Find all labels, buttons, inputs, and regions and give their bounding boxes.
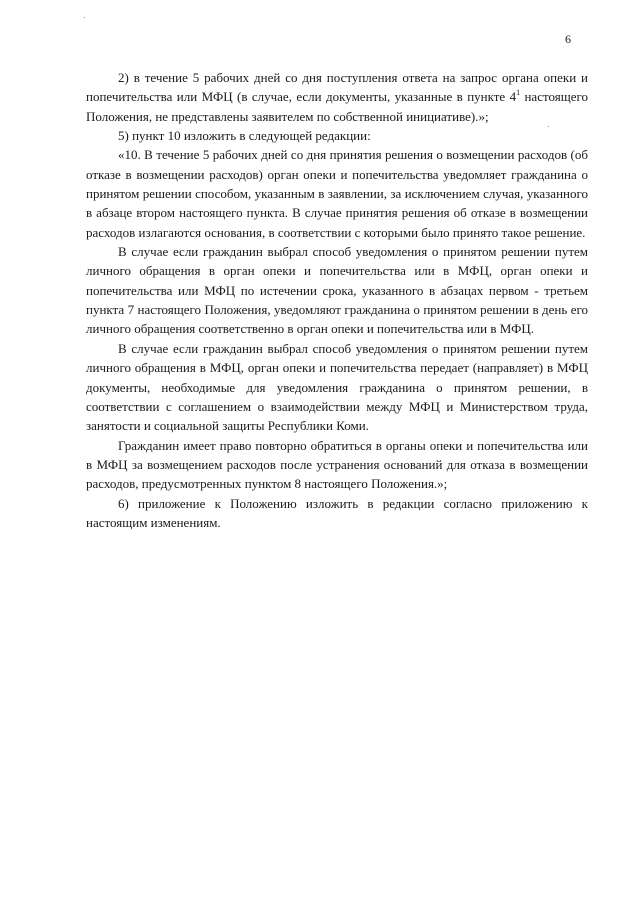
paragraph-mfc-visit: В случае если гражданин выбрал способ уведомления о принятом решении путем личного обращения в МФЦ, орган опеки и попечительства передает (направляет) в МФЦ документы, необходимые для уведомления гражданина о принятом решении, в соответствии с соглашением о взаимодействии между МФЦ и Министерством труда, занятости и социальной защиты Республики Коми. — [86, 340, 588, 434]
paragraph-reapply: Гражданин имеет право повторно обратиться в органы опеки и попечительства или в МФЦ за возмещением расходов после устранения оснований для отказа в возмещении расходов, предусмотренных пунктом 8 настоящего Положения.»; — [86, 437, 588, 492]
scan-speck — [84, 17, 85, 18]
paragraph-item-2 — [86, 68, 588, 126]
document-body — [86, 68, 588, 532]
paragraph-item-6: 6) приложение к Положению изложить в редакции согласно приложению к настоящим изменениям. — [86, 495, 588, 530]
paragraph-personal-visit: В случае если гражданин выбрал способ уведомления о принятом решении путем личного обращения в орган опеки и попечительства или в МФЦ, орган опеки и попечительства или МФЦ по истечении срока, указанного в абзацах первом - третьем пункта 7 настоящего Положения, уведомляют гражданина о принятом решении в день его личного обращения соответственно в орган опеки и попечительства или в МФЦ. — [86, 244, 588, 337]
page-number: 6 — [565, 32, 571, 46]
paragraph-text: 2) в течение 5 рабочих дней со дня поступления ответа на запрос органа опеки и попечительства или МФЦ (в случае, если документы, указанные в пункте 4 — [86, 70, 588, 105]
paragraph-point-10: «10. В течение 5 рабочих дней со дня принятия решения о возмещении расходов (об отказе в возмещении расходов) орган опеки и попечительства уведомляет гражданина о принятом решении способом, указанным в заявлении, за исключением случая, указанного в абзаце втором настоящего пункта. В случае принятия решения об отказе в возмещении расходов излагаются основания, в соответствии с которыми было принято такое решение. — [86, 147, 588, 240]
superscript: 1 — [516, 88, 521, 98]
paragraph-text: настоящего Положения, не представлены заявителем по собственной инициативе).»; — [86, 89, 589, 124]
paragraph-item-5: 5) пункт 10 изложить в следующей редакции: — [118, 128, 371, 144]
